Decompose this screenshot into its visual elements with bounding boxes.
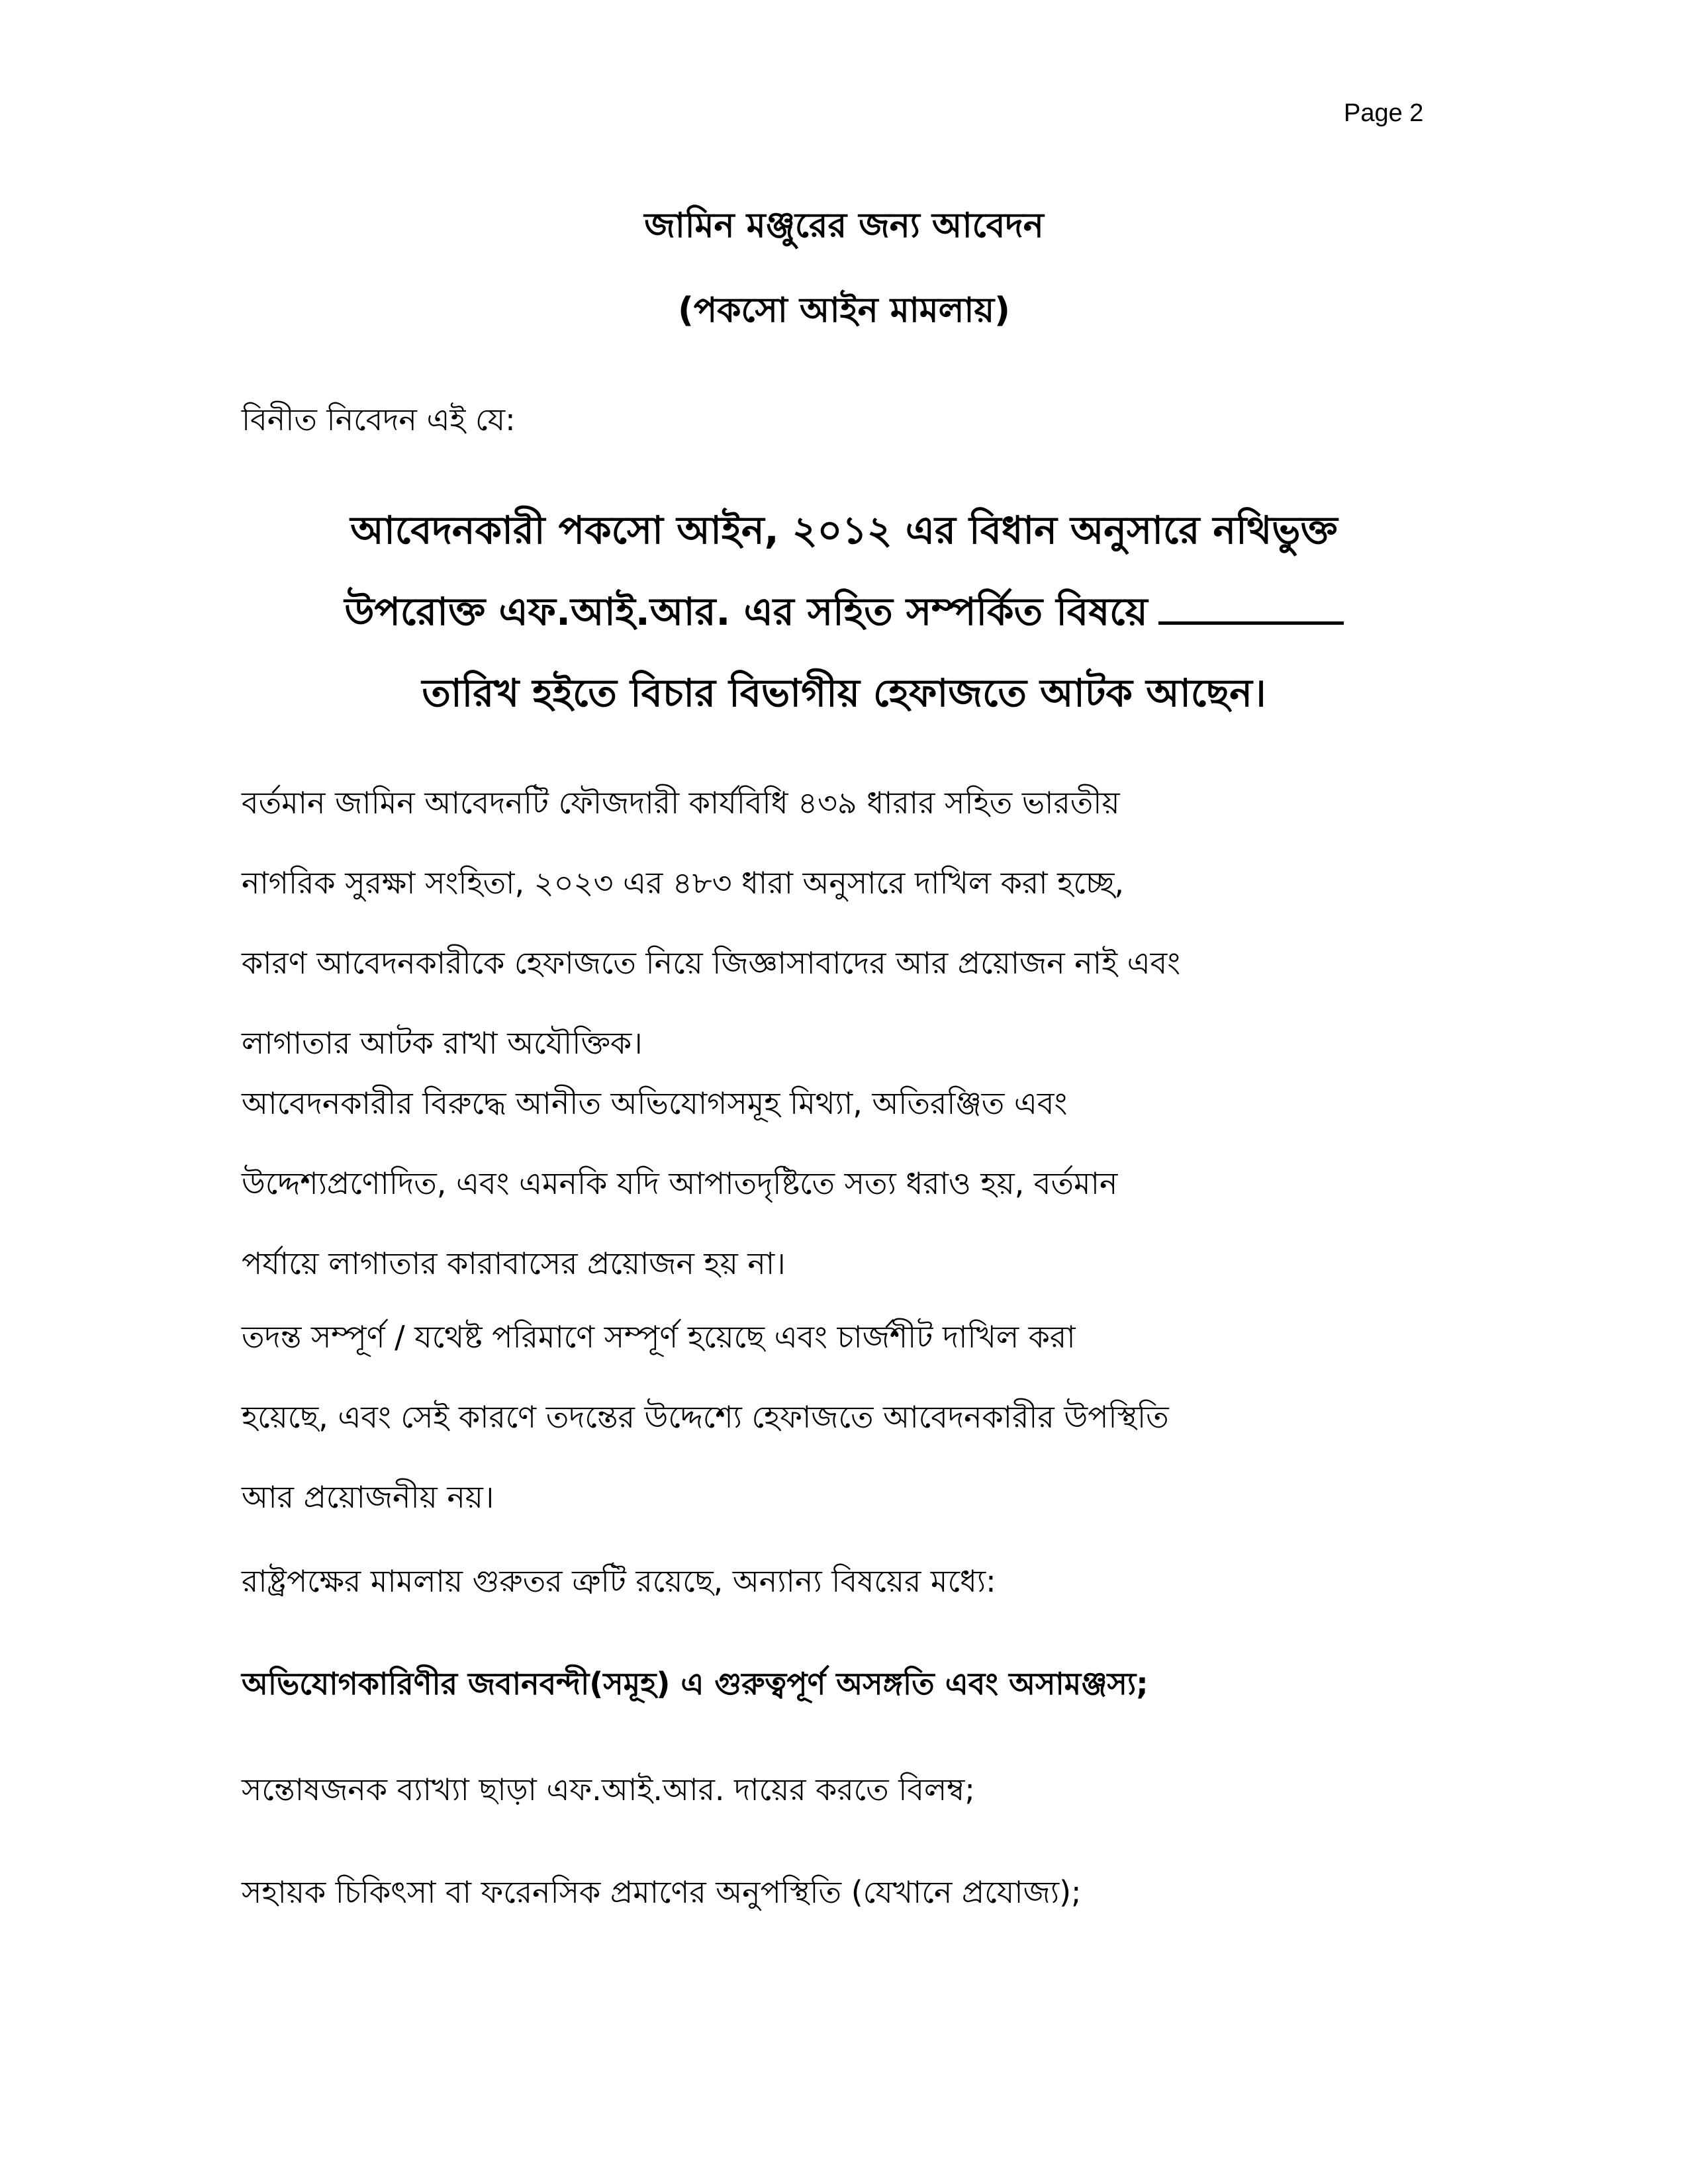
page-number: Page 2 <box>1344 99 1424 127</box>
paragraph-investigation <box>242 1297 1340 1537</box>
custody-statement-line-3: তারিখ হইতে বিচার বিভাগীয় হেফাজতে আটক আছেন। <box>422 670 1266 715</box>
salutation: বিনীত নিবেদন এই যে: <box>242 402 516 437</box>
paragraph-line: তদন্ত সম্পূর্ণ / যথেষ্ট পরিমাণে সম্পূর্ণ হয়েছে এবং চার্জশীট দাখিল করা <box>242 1319 1076 1355</box>
paragraph-line: আর প্রয়োজনীয় নয়। <box>242 1479 494 1515</box>
points-intro: রাষ্ট্রপক্ষের মামলায় গুরুতর ত্রুটি রয়েছে, অন্যান্য বিষয়ের মধ্যে: <box>242 1563 996 1599</box>
paragraph-legal-basis <box>242 763 1340 1083</box>
paragraph-line: হয়েছে, এবং সেই কারণে তদন্তের উদ্দেশ্যে হেফাজতে আবেদনকারীর উপস্থিতি <box>242 1399 1169 1435</box>
paragraph-line: নাগরিক সুরক্ষা সংহিতা, ২০২৩ এর ৪৮৩ ধারা অনুসারে দাখিল করা হচ্ছে, <box>242 865 1125 901</box>
point-missing-evidence: সহায়ক চিকিৎসা বা ফরেনসিক প্রমাণের অনুপস্থিতি (যেখানে প্রযোজ্য); <box>242 1874 1082 1910</box>
paragraph-line: পর্যায়ে লাগাতার কারাবাসের প্রয়োজন হয় না। <box>242 1246 786 1281</box>
custody-statement-line-1: আবেদনকারী পকসো আইন, ২০১২ এর বিধান অনুসারে নথিভুক্ত <box>350 508 1338 553</box>
custody-statement-line-2 <box>0 582 1688 647</box>
custody-statement-line-2-text: উপরোক্ত এফ.আই.আর. এর সহিত সম্পর্কিত বিষয়ে <box>344 589 1148 634</box>
point-fir-delay: সন্তোষজনক ব্যাখ্যা ছাড়া এফ.আই.আর. দায়ের করতে বিলম্ব; <box>242 1772 975 1807</box>
paragraph-line: বর্তমান জামিন আবেদনটি ফৌজদারী কার্যবিধি ৪৩৯ ধারার সহিত ভারতীয় <box>242 785 1120 821</box>
date-blank-field <box>1158 587 1344 625</box>
document-title: জামিন মঞ্জুরের জন্য আবেদন <box>644 206 1044 246</box>
paragraph-line: লাগাতার আটক রাখা অযৌক্তিক। <box>242 1025 643 1061</box>
paragraph-line: কারণ আবেদনকারীকে হেফাজতে নিয়ে জিজ্ঞাসাবাদের আর প্রয়োজন নাই এবং <box>242 945 1181 981</box>
point-inconsistencies: অভিযোগকারিণীর জবানবন্দী(সমূহ) এ গুরুত্বপূর্ণ অসঙ্গতি এবং অসামঞ্জস্য; <box>242 1666 1149 1702</box>
paragraph-line: উদ্দেশ্যপ্রণোদিত, এবং এমনকি যদি আপাতদৃষ্টিতে সত্য ধরাও হয়, বর্তমান <box>242 1165 1118 1201</box>
paragraph-line: আবেদনকারীর বিরুদ্ধে আনীত অভিযোগসমূহ মিথ্যা, অতিরঞ্জিত এবং <box>242 1085 1068 1121</box>
document-subtitle: (পকসো আইন মামলায়) <box>678 291 1010 330</box>
paragraph-allegations <box>242 1064 1340 1304</box>
